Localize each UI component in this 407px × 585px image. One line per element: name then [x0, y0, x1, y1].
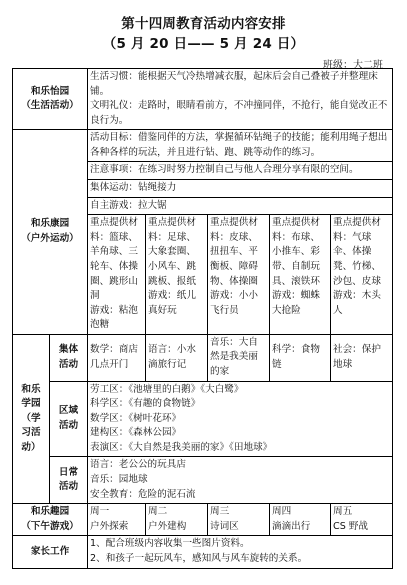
study-label-line: 学园	[21, 398, 41, 410]
area-activity-content	[88, 381, 393, 457]
group-label-line: 活动	[58, 358, 79, 370]
life-line: 生活习惯：能根据天气冷热增减衣服，起床后会自己叠被子并整理床铺。	[90, 71, 378, 97]
games-day-game: CS 野战	[333, 520, 369, 532]
daily-line: 安全教育：危险的泥石流	[90, 488, 196, 500]
games-day	[88, 504, 146, 536]
study-label-line: 和乐	[21, 383, 41, 395]
outdoor-materials: 重点提供材料：布球、小推车、彩带、自制玩具、滚铁环	[272, 217, 320, 287]
area-line: 数学区：《树叶花环》	[90, 412, 182, 424]
outdoor-day	[88, 215, 146, 335]
games-day	[270, 504, 331, 536]
outdoor-materials: 重点提供材料：足球、大象套圈、小风车、跳跳板、报纸	[148, 217, 196, 287]
games-label	[13, 504, 88, 536]
outdoor-row	[13, 130, 393, 215]
outdoor-label	[13, 130, 88, 335]
outdoor-title: 和乐康园	[30, 218, 70, 230]
group-activity-item: 科学：食物链	[270, 334, 331, 381]
family-content	[88, 536, 393, 568]
daily-activity-content	[88, 457, 393, 504]
study-daily-row	[13, 457, 393, 504]
group-activity-label	[50, 334, 88, 381]
area-activity-label	[50, 381, 88, 457]
outdoor-group-line: 集体运动：钻绳接力	[88, 180, 392, 198]
outdoor-day	[146, 215, 208, 335]
area-line: 劳工区：《池塘里的白鹅》《大白鹭》	[90, 383, 244, 395]
games-day	[331, 504, 393, 536]
daily-label-line: 活动	[58, 481, 79, 493]
group-activity-item: 社会：保护地球	[331, 334, 393, 381]
life-subtitle: （生活活动）	[21, 100, 79, 112]
games-day-name: 周五	[333, 506, 353, 518]
outdoor-game: 游戏：木头人	[333, 290, 381, 316]
outdoor-free-line: 自主游戏：拉大锯	[90, 199, 167, 211]
outdoor-game: 游戏：纸儿真好玩	[148, 290, 196, 316]
games-day	[146, 504, 208, 536]
outdoor-goal-line: 活动目标：借鉴同伴的方法，掌握循环钻绳子的技能；能利用绳子想出各种各样的玩法，并且进行钻、跑、跳等动作的练习。	[88, 130, 392, 162]
family-line: 2、和孩子一起玩风车，感知风与风车旋转的关系。	[90, 552, 308, 564]
outdoor-game: 游戏：小小飞行员	[210, 290, 258, 316]
study-label-line: 动）	[21, 441, 41, 453]
outdoor-game: 游戏：粘泡泡糖	[90, 304, 138, 331]
study-group-row	[13, 334, 393, 381]
area-line: 建构区：《森林公园》	[90, 427, 182, 439]
life-line: 文明礼仪：走路时，眼睛看前方，不冲撞同伴，不抢行，能自觉改正不良行为。	[90, 100, 388, 126]
daily-activity-label	[50, 457, 88, 504]
family-line: 1、配合班级内容收集一些图片资料。	[90, 538, 250, 550]
study-label	[13, 334, 50, 503]
outdoor-note-line: 注意事项：在练习时努力控制自己与他人合理分享有限的空间。	[88, 162, 392, 180]
life-content	[88, 69, 393, 130]
study-label-line: 习活	[21, 427, 41, 439]
group-activity-item: 数学：商店几点开门	[88, 334, 146, 381]
daily-line: 音乐：园地球	[90, 474, 148, 486]
games-day-game: 户外探索	[90, 520, 129, 532]
area-label-line: 区域	[58, 405, 79, 417]
games-row	[13, 504, 393, 536]
class-name: 大二班	[353, 60, 383, 71]
outdoor-materials: 重点提供材料：篮球、羊角球、三轮车、体操圈、跳形山洞	[90, 217, 138, 302]
group-activity-item: 音乐：大自然是我美丽的家	[208, 334, 270, 381]
study-area-row	[13, 381, 393, 457]
games-day-name: 周一	[90, 506, 110, 518]
group-label-line: 集体	[58, 344, 79, 356]
games-subtitle: （下午游戏）	[21, 520, 79, 532]
area-line: 科学区：《有趣的食物链》	[90, 398, 201, 410]
outdoor-subtitle: （户外运动）	[21, 233, 79, 245]
group-activity-item: 语言：小水滴旅行记	[146, 334, 208, 381]
games-day-game: 户外建构	[148, 520, 187, 532]
games-day-name: 周四	[272, 506, 292, 518]
life-title: 和乐怡园	[30, 85, 70, 97]
study-label-line: （学	[21, 412, 41, 424]
outdoor-day	[331, 215, 393, 335]
outdoor-materials: 重点提供材料：皮球、扭扭车、平衡板、障碍物、体操圈	[210, 217, 258, 287]
schedule-table	[12, 68, 393, 569]
daily-label-line: 日常	[58, 466, 79, 478]
family-label: 家长工作	[13, 536, 88, 568]
outdoor-day	[270, 215, 331, 335]
games-day-game: 诗词区	[210, 520, 239, 532]
outdoor-day	[208, 215, 270, 335]
games-day-name: 周二	[148, 506, 168, 518]
games-day-game: 滴滴出行	[272, 520, 311, 532]
games-day	[208, 504, 270, 536]
page-title: 第十四周教育活动内容安排	[121, 16, 286, 32]
outdoor-materials: 重点提供材料：气球伞、体操凳、竹梯、沙包、皮球	[333, 217, 381, 287]
games-title: 和乐趣园	[30, 506, 70, 518]
outdoor-goals	[88, 130, 393, 215]
games-day-name: 周三	[210, 506, 230, 518]
date-range: （5 月 20 日—— 5 月 24 日）	[102, 36, 305, 52]
class-label: 班级：	[323, 60, 353, 71]
daily-line: 语言：老公公的玩具店	[90, 459, 186, 471]
area-line: 表演区：《大自然是我美丽的家》《田地球》	[90, 441, 273, 453]
area-label-line: 活动	[58, 420, 79, 431]
family-row	[13, 536, 393, 568]
life-row	[13, 69, 393, 130]
outdoor-game: 游戏：蜘蛛大抢险	[272, 290, 320, 316]
life-label	[13, 69, 88, 130]
